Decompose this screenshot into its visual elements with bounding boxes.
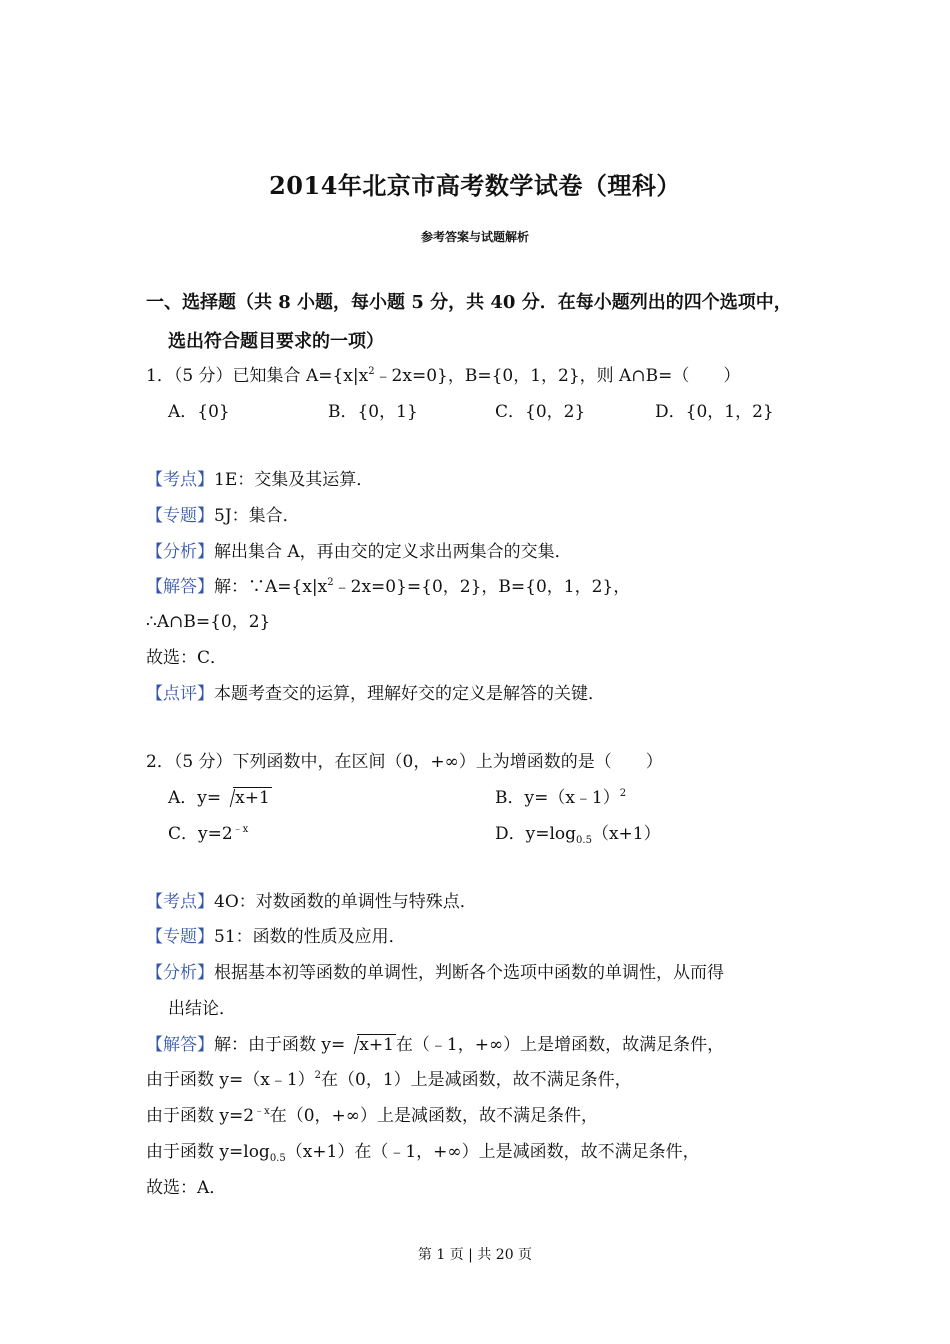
q2-zhuanti: 【专题】51：函数的性质及应用． — [146, 927, 406, 947]
page-footer: 第 1 页 | 共 20 页 — [417, 1247, 533, 1263]
q1-zhuanti: 【专题】5J：集合． — [146, 506, 300, 526]
page-subtitle: 参考答案与试题解析 — [420, 230, 529, 244]
q1-dianping: 【点评】本题考查交的运算，理解好交的定义是解答的关键． — [146, 684, 605, 704]
q2-option-c: C．$y=2^{﹣x}$ — [168, 824, 249, 844]
zhuanti-tag: 【专题】 — [146, 927, 214, 947]
fenxi-tag: 【分析】 — [146, 542, 214, 562]
kaodian-tag: 【考点】 — [146, 892, 214, 912]
q1-option-b: B．{0，1} — [328, 402, 418, 422]
jieda-tag: 【解答】 — [146, 577, 214, 597]
dianping-tag: 【点评】 — [146, 684, 214, 704]
q2-stem: 2．（5 分）下列函数中，在区间（0，+∞）上为增函数的是（ ） — [146, 752, 663, 772]
q2-option-b: B．y=（x﹣1）$^2$ — [495, 788, 627, 808]
q1-solution-line3: 故选：C． — [146, 648, 228, 668]
q1-option-d: D．{0，1，2} — [655, 402, 774, 422]
q2-solution-line5: 故选：A． — [146, 1178, 227, 1198]
q1-stem: 1．（5 分）已知集合 $A=\{x|x^2﹣2x=0\}$，B={0，1，2}，则 A∩B=（ ） — [146, 366, 741, 386]
q2-solution-line4: 由于函数 $y=\log_{0.5}(x+1)$在（﹣1，+∞）上是减函数，故不满足条件， — [146, 1142, 700, 1164]
q1-option-c: C．{0，2} — [495, 402, 586, 422]
fenxi-tag: 【分析】 — [146, 963, 214, 983]
q2-kaodian: 【考点】4O：对数函数的单调性与特殊点． — [146, 892, 477, 912]
zhuanti-tag: 【专题】 — [146, 506, 214, 526]
page-title: 2014年北京市高考数学试卷（理科） — [269, 171, 681, 200]
jieda-tag: 【解答】 — [146, 1035, 214, 1055]
q2-option-a: A．y= x+1 — [168, 788, 270, 808]
q2-solution-line3: 由于函数 $y=2^{﹣x}$在（0，+∞）上是减函数，故不满足条件， — [146, 1106, 598, 1126]
section-heading-line1: 一、选择题（共 8 小题，每小题 5 分，共 40 分．在每小题列出的四个选项中， — [146, 292, 792, 313]
q1-jieda: 【解答】解：$\because A=\{x|x^2﹣2x=0\}=\{0$，2}，B={0，1，2}， — [146, 577, 631, 597]
q2-fenxi-line2: 出结论． — [168, 999, 236, 1019]
sqrt-symbol: x+1 — [222, 787, 272, 808]
q1-fenxi: 【分析】解出集合 A，再由交的定义求出两集合的交集． — [146, 542, 572, 562]
q1-kaodian: 【考点】1E：交集及其运算． — [146, 470, 374, 490]
sqrt-symbol: x+1 — [346, 1034, 396, 1055]
q2-solution-line2: 由于函数 y=（x﹣1）$^2$在（0，1）上是减函数，故不满足条件， — [146, 1070, 632, 1090]
q2-fenxi: 【分析】根据基本初等函数的单调性，判断各个选项中函数的单调性，从而得 — [146, 963, 724, 983]
kaodian-tag: 【考点】 — [146, 470, 214, 490]
section-heading-line2: 选出符合题目要求的一项） — [168, 331, 384, 352]
q2-jieda: 【解答】解：由于函数 y= x+1 在（﹣1，+∞）上是增函数，故满足条件， — [146, 1035, 725, 1055]
q1-solution-line2: ∴A∩B={0，2} — [146, 612, 271, 632]
q1-option-a: A．{0} — [168, 402, 230, 422]
q2-option-d: D．$y=\log_{0.5}(x+1)$ — [495, 824, 661, 846]
